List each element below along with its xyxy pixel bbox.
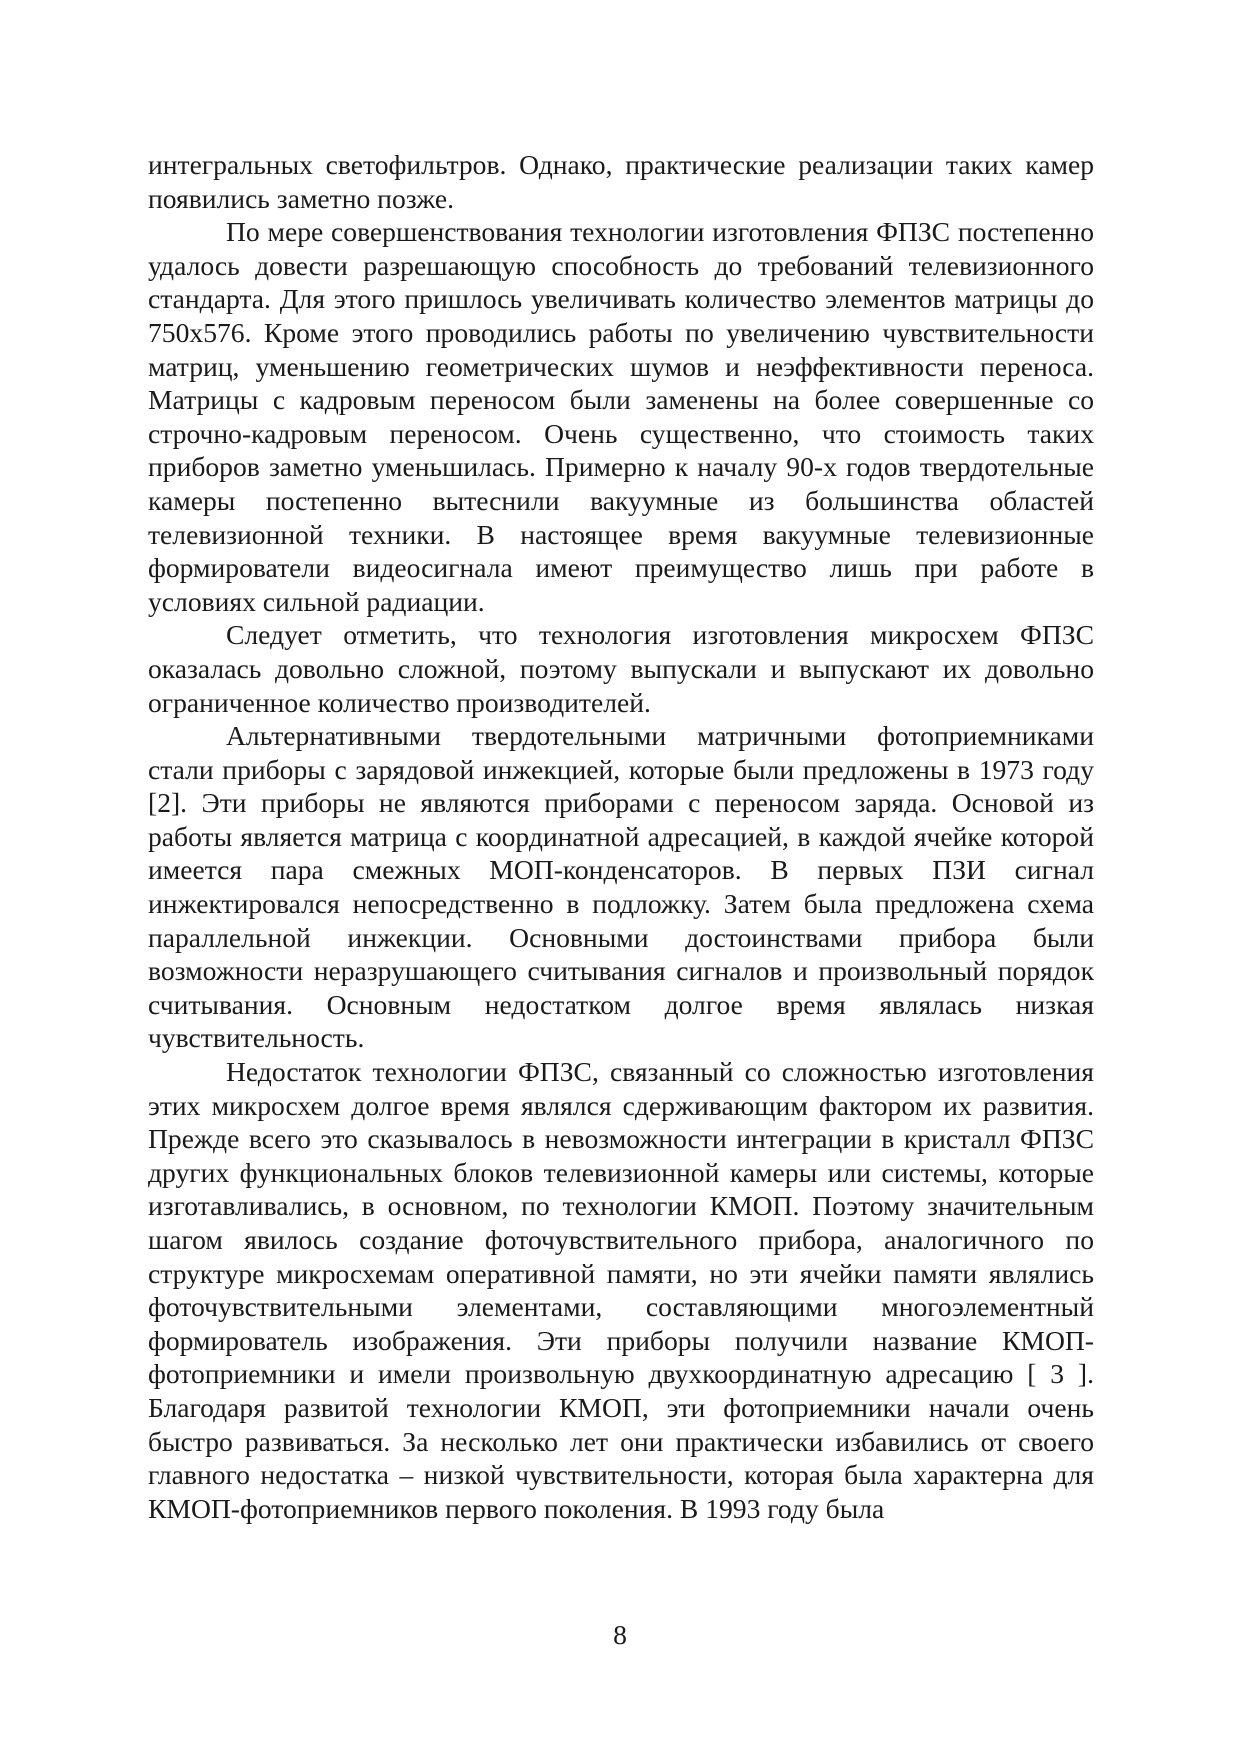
paragraph-continued: интегральных светофильтров. Однако, практические реализации таких камер появились заметно позже. bbox=[148, 149, 1094, 214]
page-number: 8 bbox=[613, 1619, 627, 1650]
paragraph: По мере совершенствования технологии изготовления ФПЗС постепенно удалось довести разрешающую способность до требований телевизионного стандарта. Для этого пришлось увеличивать количество элементов матрицы до 750х576. Кроме этого проводились работы по увеличению чувствительности матриц, уменьшению геометрических шумов и неэффективности переноса. Матрицы с кадровым переносом были заменены на более совершенные со строчно-кадровым переносом. Очень существенно, что стоимость таких приборов заметно уменьшилась. Примерно к началу 90-х годов твердотельные камеры постепенно вытеснили вакуумные из большинства областей телевизионной техники. В настоящее время вакуумные телевизионные формирователи видеосигнала имеют преимущество лишь при работе в условиях сильной радиации. bbox=[148, 216, 1094, 617]
paragraph: Следует отметить, что технология изготовления микросхем ФПЗС оказалась довольно сложной, поэтому выпускали и выпускают их довольно ограниченное количество производителей. bbox=[148, 619, 1094, 718]
paragraph: Недостаток технологии ФПЗС, связанный со сложностью изготовления этих микросхем долгое время являлся сдерживающим фактором их развития. Прежде всего это сказывалось в невозможности интеграции в кристалл ФПЗС других функциональных блоков телевизионной камеры или системы, которые изготавливались, в основном, по технологии КМОП. Поэтому значительным шагом явилось создание фоточувствительного прибора, аналогичного по структуре микросхемам оперативной памяти, но эти ячейки памяти являлись фоточувствительными элементами, составляющими многоэлементный формирователь изображения. Эти приборы получили название КМОП-фотоприемники и имели произвольную двухкоординатную адресацию [ 3 ]. Благодаря развитой технологии КМОП, эти фотоприемники начали очень быстро развиваться. За несколько лет они практически избавились от своего главного недостатка – низкой чувствительности, которая была характерна для КМОП-фотоприемников первого поколения. В 1993 году была bbox=[148, 1056, 1094, 1524]
body-text bbox=[148, 148, 1094, 1525]
paragraph: Альтернативными твердотельными матричными фотоприемниками стали приборы с зарядовой инжекцией, которые были предложены в 1973 году [2]. Эти приборы не являются приборами с переносом заряда. Основой из работы является матрица с координатной адресацией, в каждой ячейке которой имеется пара смежных МОП-конденсаторов. В первых ПЗИ сигнал инжектировался непосредственно в подложку. Затем была предложена схема параллельной инжекции. Основными достоинствами прибора были возможности неразрушающего считывания сигналов и произвольный порядок считывания. Основным недостатком долгое время являлась низкая чувствительность. bbox=[148, 720, 1094, 1054]
